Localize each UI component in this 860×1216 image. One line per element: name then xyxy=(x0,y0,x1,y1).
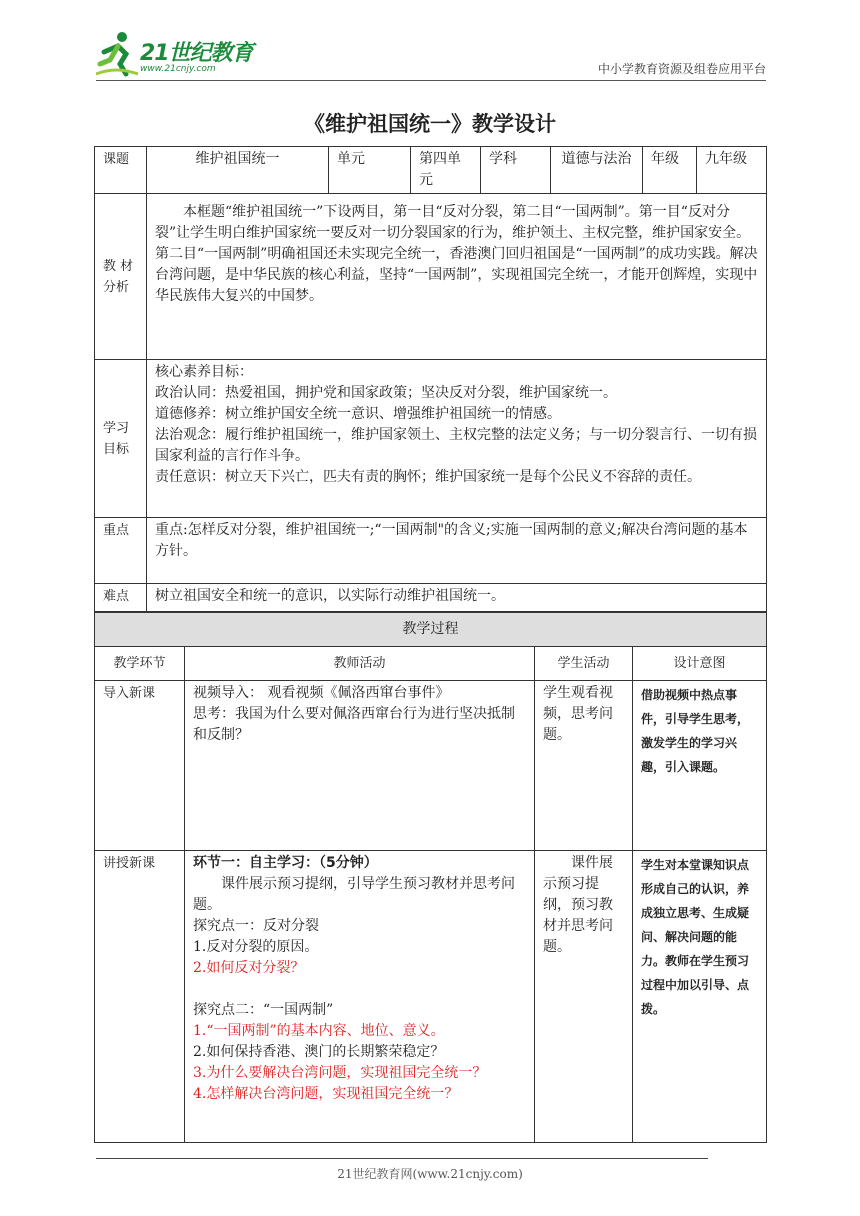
student-activity-intro: 学生观看视频，思考问题。 xyxy=(535,681,633,851)
info-table xyxy=(94,146,767,612)
goal-line: 核心素养目标： xyxy=(155,364,253,380)
process-row-teaching xyxy=(95,851,767,1143)
teacher-line: 思考：我国为什么要对佩洛西窜台行为进行坚决抵制和反制？ xyxy=(193,706,515,743)
goals-label-line: 目标 xyxy=(103,441,130,457)
question: 2.如何保持香港、澳门的长期繁荣稳定？ xyxy=(193,1044,445,1060)
header-divider xyxy=(96,80,766,81)
goal-line: 政治认同：热爱祖国，拥护党和国家政策；坚决反对分裂，维护国家统一。 xyxy=(155,385,617,401)
goals-label-line: 学习 xyxy=(103,420,130,436)
key-points-label: 重点 xyxy=(95,518,147,584)
column-header-stage: 教学环节 xyxy=(95,647,185,681)
key-points-text: 重点:怎样反对分裂，维护祖国统一;“一国两制"的含义;实施一国两制的意义;解决台湾问题的基本方针。 xyxy=(147,518,767,584)
exploration-point-1: 探究点一：反对分裂 xyxy=(193,918,319,934)
goal-line: 道德修养：树立维护国安全统一意识、增强维护祖国统一的情感。 xyxy=(155,406,561,422)
column-header-teacher: 教师活动 xyxy=(185,647,535,681)
goal-line: 责任意识：树立天下兴亡，匹夫有责的胸怀；维护国家统一是每个公民义不容辞的责任。 xyxy=(155,469,701,485)
stage-intro: 导入新课 xyxy=(95,681,185,851)
page-header xyxy=(0,0,860,90)
question-highlighted: 1.“一国两制”的基本内容、地位、意义。 xyxy=(193,1023,445,1039)
footer-text: 21世纪教育网(www.21cnjy.com) xyxy=(337,1167,523,1181)
platform-name: 中小学教育资源及组卷应用平台 xyxy=(597,62,766,76)
analysis-cell xyxy=(147,194,767,360)
spacer xyxy=(193,979,526,1000)
logo-url: www.21cnjy.com xyxy=(140,64,216,74)
process-header-row xyxy=(95,647,767,681)
question-highlighted: 3.为什么要解决台湾问题，实现祖国完全统一？ xyxy=(193,1065,487,1081)
column-header-intent: 设计意图 xyxy=(633,647,767,681)
logo xyxy=(96,30,266,82)
stage-teaching: 讲授新课 xyxy=(95,851,185,1143)
question-highlighted: 4.怎样解决台湾问题，实现祖国完全统一？ xyxy=(193,1086,459,1102)
topic-value: 维护祖国统一 xyxy=(147,147,329,194)
subject-value: 道德与法治 xyxy=(551,147,643,194)
unit-label: 单元 xyxy=(329,147,411,194)
key-points-row xyxy=(95,518,767,584)
grade-value: 九年级 xyxy=(697,147,767,194)
column-header-student: 学生活动 xyxy=(535,647,633,681)
question-highlighted: 2.如何反对分裂？ xyxy=(193,960,305,976)
design-intent-intro: 借助视频中热点事件，引导学生思考，激发学生的学习兴趣，引入课题。 xyxy=(633,681,767,851)
analysis-text: 本框题“维护祖国统一”下设两目，第一目“反对分裂，第二目“一国两制”。第一目“反对分裂”让学生明白维护国家统一要反对一切分裂国家的行为，维护领土、主权完整，维护国家安全。第二目“一国两制”明确祖国还未实现完全统一，香港澳门回归祖国是“一国两制”的成功实践。解决台湾问题，是中华民族的核心利益，坚持“一国两制”，实现祖国完全统一，才能开创辉煌，实现中华民族伟大复兴的中国梦。 xyxy=(155,204,758,304)
unit-value: 第四单元 xyxy=(411,147,481,194)
goal-line: 法治观念：履行维护祖国统一，维护国家领土、主权完整的法定义务；与一切分裂言行、一切有损国家利益的言行作斗争。 xyxy=(155,427,757,464)
process-title: 教学过程 xyxy=(95,613,767,647)
topic-label: 课题 xyxy=(95,147,147,194)
process-row-intro xyxy=(95,681,767,851)
process-table xyxy=(94,612,767,1143)
document-title: 《维护祖国统一》教学设计 xyxy=(304,112,556,136)
grade-label: 年级 xyxy=(643,147,697,194)
analysis-label xyxy=(95,194,147,360)
analysis-label-line: 分析 xyxy=(103,279,130,295)
difficulties-text: 树立祖国安全和统一的意识，以实际行动维护祖国统一。 xyxy=(147,584,767,612)
goals-label xyxy=(95,360,147,518)
exploration-point-2: 探究点二：“一国两制” xyxy=(193,1002,334,1018)
info-row xyxy=(95,147,767,194)
process-title-row xyxy=(95,613,767,647)
student-activity-teaching: 课件展示预习提纲，预习教材并思考问题。 xyxy=(535,851,633,1143)
analysis-label-line: 教 材 xyxy=(103,258,134,274)
subject-label: 学科 xyxy=(481,147,551,194)
difficulties-row xyxy=(95,584,767,612)
teacher-line: 视频导入： 观看视频《佩洛西窜台事件》 xyxy=(193,685,450,701)
runner-logo-icon xyxy=(96,30,138,78)
goals-cell xyxy=(147,360,767,518)
section-intro: 课件展示预习提纲，引导学生预习教材并思考问题。 xyxy=(193,876,515,913)
teacher-activity-intro xyxy=(185,681,535,851)
design-intent-teaching: 学生对本堂课知识点形成自己的认识，养成独立思考、生成疑问、解决问题的能力。教师在学生预习过程中加以引导、点拨。 xyxy=(633,851,767,1143)
footer-divider xyxy=(96,1158,708,1159)
logo-text: 21世纪教育 xyxy=(140,41,253,66)
teacher-activity-teaching xyxy=(185,851,535,1143)
analysis-row xyxy=(95,194,767,360)
difficulties-label: 难点 xyxy=(95,584,147,612)
question: 1.反对分裂的原因。 xyxy=(193,939,319,955)
section-title: 环节一：自主学习：（5分钟） xyxy=(193,855,378,871)
goals-row xyxy=(95,360,767,518)
